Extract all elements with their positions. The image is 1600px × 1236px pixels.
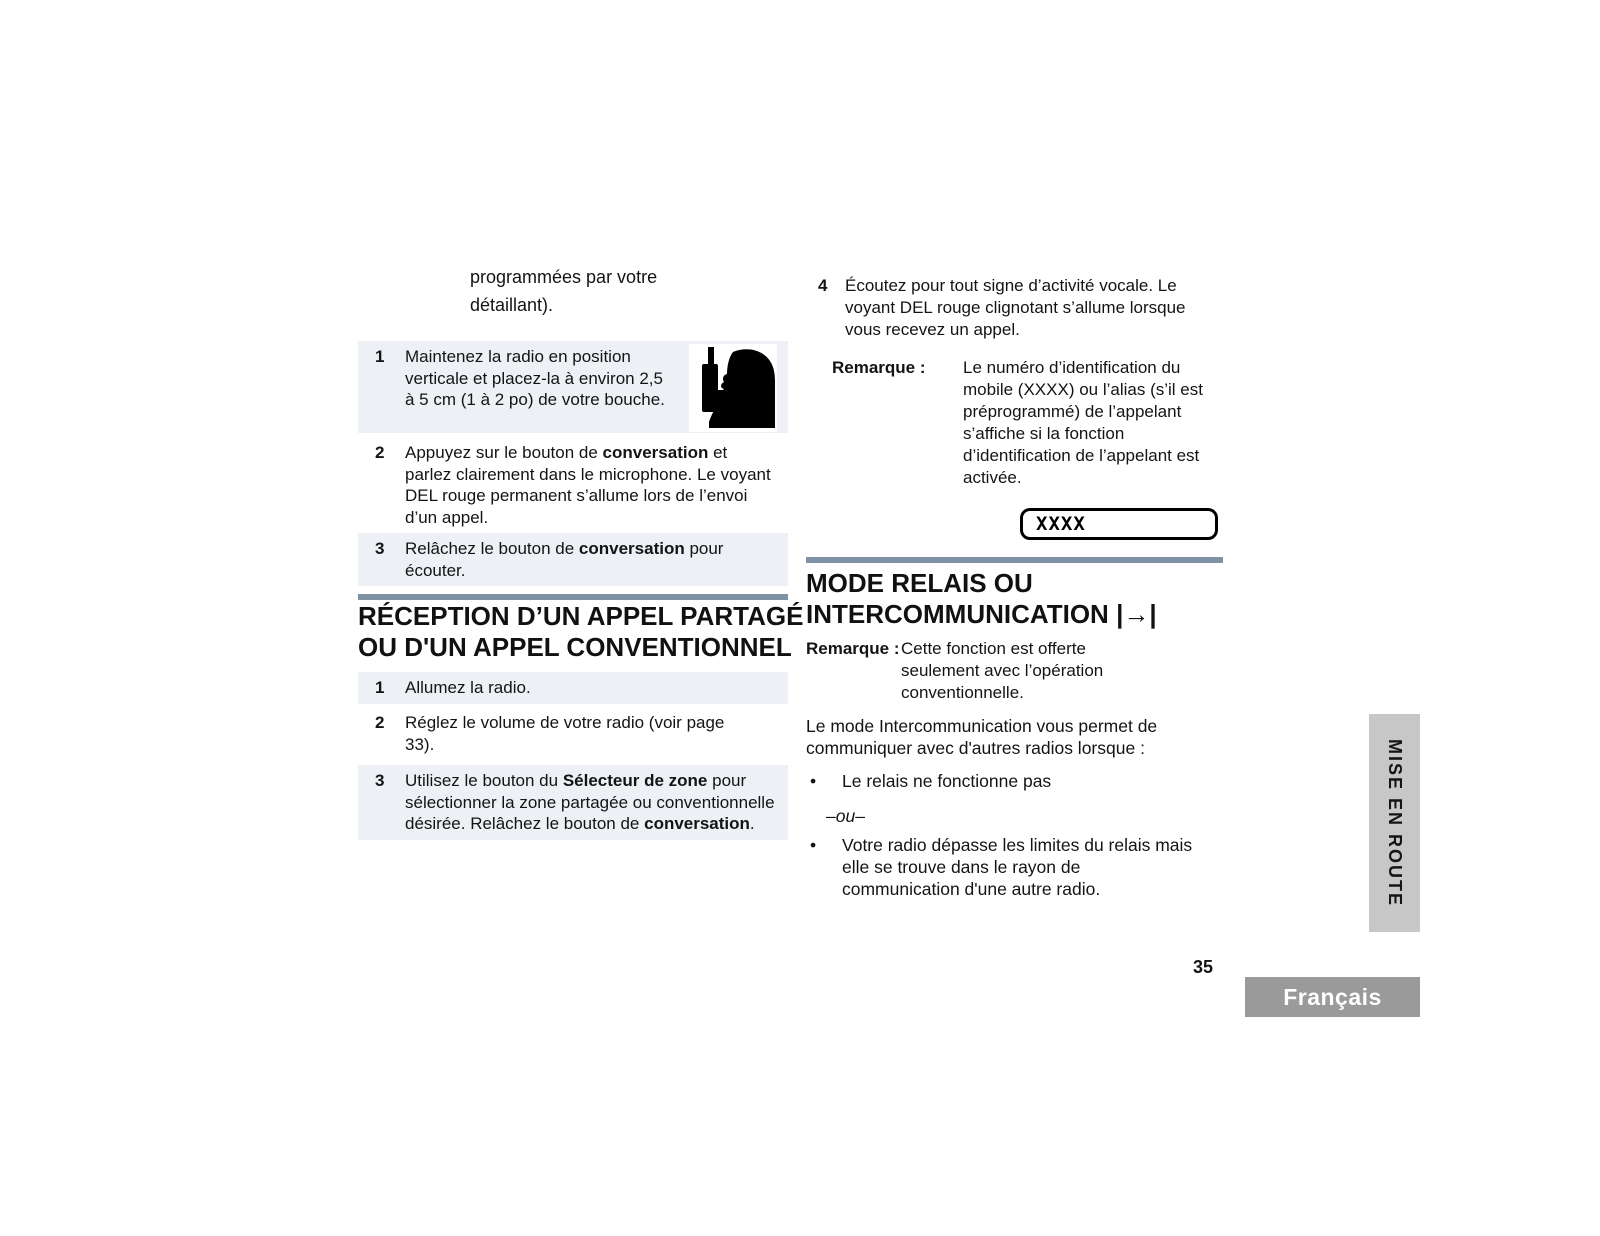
step-text: Relâchez le bouton de conversation pour écouter. — [405, 539, 724, 580]
page-number: 35 — [1193, 957, 1214, 977]
or-separator: –ou– — [826, 806, 865, 826]
talk-step-row-2 — [358, 437, 788, 533]
reception-section-heading — [358, 601, 803, 663]
radio-display-value: XXXX — [1036, 513, 1086, 535]
person-with-radio-icon — [689, 344, 777, 432]
heading-line — [806, 599, 1157, 630]
radio-display-box — [1020, 508, 1218, 540]
step-number: 3 — [375, 539, 385, 558]
note-block-caller-id — [832, 357, 1219, 489]
step-text: Maintenez la radio en position verticale et placez-la à environ 2,5 à 5 cm (1 à 2 po) de votre bouche. — [405, 347, 665, 409]
section-divider — [358, 594, 788, 600]
continuation-text — [470, 263, 657, 319]
person-with-radio-illustration — [689, 344, 777, 432]
talk-step-row-1 — [358, 341, 788, 433]
language-label: Français — [1283, 983, 1382, 1010]
heading-text: INTERCOMMUNICATION — [806, 599, 1109, 629]
talkaround-icon: |→| — [1116, 599, 1157, 629]
language-bar — [1245, 977, 1420, 1017]
reception-step-row-3 — [358, 765, 788, 840]
reception-step-row-2 — [358, 707, 788, 760]
section-tab-label: MISE EN ROUTE — [1385, 738, 1405, 907]
note-block-conventional — [806, 638, 1159, 704]
step-text: Réglez le volume de votre radio (voir page 33). — [405, 713, 725, 754]
step-number: 2 — [375, 443, 385, 462]
step-number: 2 — [375, 713, 385, 732]
talk-step-row-4 — [806, 275, 1223, 341]
talk-step-row-3 — [358, 533, 788, 586]
note-text: Le numéro d’identification du mobile (XXXX) ou l’alias (s’il est préprogrammé) de l’appelant s’affiche si la fonction d’identification de l’appelant est activée. — [963, 358, 1203, 487]
bullet-item-out-of-range — [806, 834, 1202, 900]
step-number: 3 — [375, 771, 385, 790]
step-number: 1 — [375, 347, 385, 366]
bullet-item-relay-down — [806, 770, 1051, 792]
continuation-line: détaillant). — [470, 295, 554, 315]
step-text: Allumez la radio. — [405, 678, 531, 697]
heading-line: MODE RELAIS OU — [806, 568, 1033, 598]
step-number: 1 — [375, 678, 385, 697]
section-tab-mise-en-route — [1369, 714, 1420, 932]
bullet-text: Le relais ne fonctionne pas — [842, 771, 1052, 791]
note-text: Cette fonction est offerte seulement avec l’opération conventionnelle. — [901, 639, 1104, 702]
heading-line: RÉCEPTION D’UN APPEL PARTAGÉ — [358, 601, 804, 631]
step-text: Utilisez le bouton du Sélecteur de zone pour sélectionner la zone partagée ou conventionnelle désirée. Relâchez le bouton de conversation. — [405, 771, 775, 833]
relay-section-heading — [806, 568, 1157, 630]
note-label: Remarque : — [832, 358, 926, 377]
step-text: Appuyez sur le bouton de conversation et parlez clairement dans le microphone. Le voyant DEL rouge permanent s’allume lors de l’envoi d’un appel. — [405, 443, 771, 527]
step-text: Écoutez pour tout signe d’activité vocale. Le voyant DEL rouge clignotant s’allume lorsque vous recevez un appel. — [845, 276, 1186, 339]
continuation-line: programmées par votre — [470, 267, 658, 287]
intercom-paragraph: Le mode Intercommunication vous permet de communiquer avec d'autres radios lorsque : — [806, 716, 1158, 758]
heading-line: OU D'UN APPEL CONVENTIONNEL — [358, 632, 792, 662]
bullet-icon: • — [810, 771, 817, 791]
reception-step-row-1 — [358, 672, 788, 704]
bullet-icon: • — [810, 835, 817, 855]
section-divider — [806, 557, 1223, 563]
bullet-text: Votre radio dépasse les limites du relais mais elle se trouve dans le rayon de communication d'une autre radio. — [842, 835, 1193, 899]
note-label: Remarque : — [806, 639, 900, 658]
step-number: 4 — [818, 276, 828, 295]
